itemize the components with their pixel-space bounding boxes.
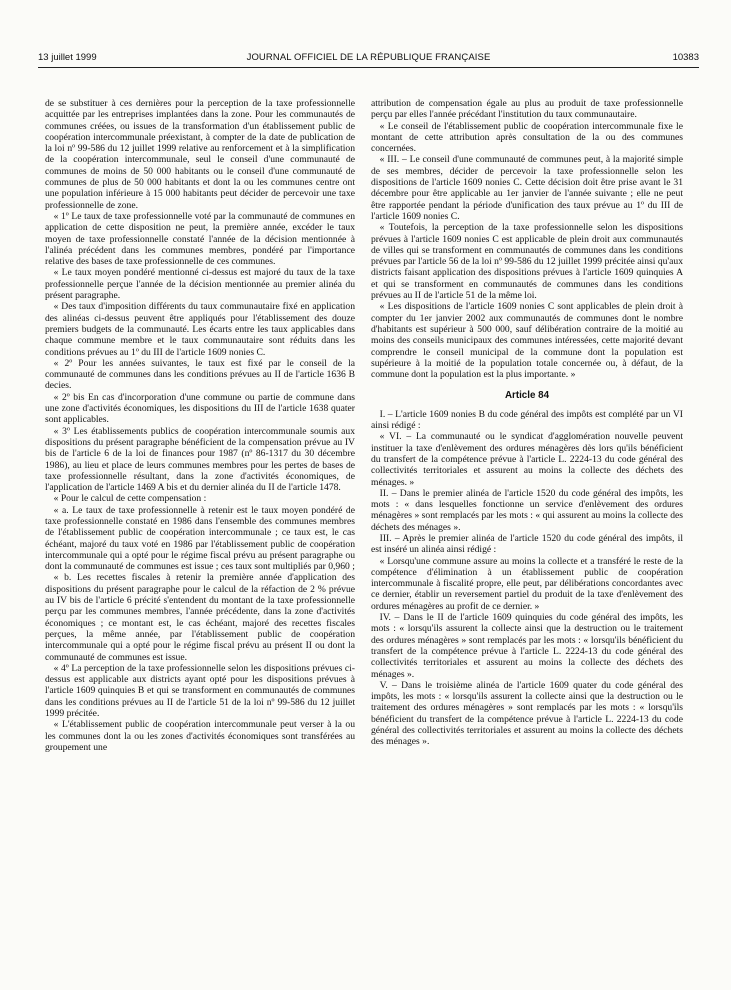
paragraph: « Toutefois, la perception de la taxe professionnelle selon les dispositions prévues à l'article 1609 nonies C est applicable de plein droit aux communautés de villes qui se transforment en communautés de communes dans les conditions prévues par l'article 56 de la loi nº 99-586 du 12 juillet 1999 précitée ainsi qu'aux districts faisant application des dispositions prévues à l'article 1609 quinquies A et qui se transforment en communautés de communes dans les conditions prévues au II de l'article 51 de la même loi. bbox=[371, 222, 683, 302]
paragraph: « b. Les recettes fiscales à retenir la première année d'application des dispositions du présent paragraphe pour le calcul de la réfaction de 2 % prévue au IV bis de l'article 6 précité s'entendent du montant de la taxe professionnelle perçu par les communes membres, l'année précédente, dans la zone d'activités économiques ; ce montant est, le cas échéant, majoré des recettes fiscales perçues, la même année, par l'établissement public de coopération intercommunale qui a opté pour le régime fiscal prévu au présent II ou dont la communauté de communes est issue. bbox=[45, 572, 355, 663]
page-number: 10383 bbox=[672, 52, 699, 63]
paragraph: V. – Dans le troisième alinéa de l'article 1609 quater du code général des impôts, les mots : « lorsqu'ils assurent la collecte ainsi que la destruction ou le traitement des ordures ménagères » sont remplacés par les mots : « lorsqu'ils bénéficient du transfert de la compétence prévue à l'article L. 2224-13 du code général des collectivités territoriales et assurent au moins la collecte des déchets des ménages ». bbox=[371, 679, 683, 748]
paragraph: « III. – Le conseil d'une communauté de communes peut, à la majorité simple de ses membres, décider de percevoir la taxe professionnelle selon les dispositions de l'article 1609 nonies C. Cette décision doit être prise avant le 31 décembre pour être applicable au 1er janvier de l'année suivante ; elle ne peut être rapportée pendant la période d'unification des taux prévue au 1º du III de l'article 1609 nonies C. bbox=[371, 154, 683, 222]
paragraph: I. – L'article 1609 nonies B du code général des impôts est complété par un VI ainsi rédigé : bbox=[371, 408, 683, 432]
paragraph: « Pour le calcul de cette compensation : bbox=[53, 493, 207, 505]
paragraph: « Le taux moyen pondéré mentionné ci-dessus est majoré du taux de la taxe professionnelle perçue l'année de la décision mentionnée au premier alinéa du présent paragraphe. bbox=[45, 267, 355, 302]
paragraph: « a. Le taux de taxe professionnelle à retenir est le taux moyen pondéré de taxe professionnelle constaté en 1986 dans l'ensemble des communes membres de l'établissement public de coopération intercommunale ; ce taux est, le cas échéant, majoré du taux voté en 1986 par l'établissement public de coopération intercommunale qui a opté pour le régime fiscal prévu au présent paragraphe ou dont la communauté de communes est issue ; ces taux sont multipliés par 0,960 ; bbox=[45, 504, 355, 573]
paragraph: II. – Dans le premier alinéa de l'article 1520 du code général des impôts, les mots : « dans lesquelles fonctionne un service d'enlèvement des ordures ménagères » sont remplacés par les mots : « qui assurent au moins la collecte des déchets des ménages ». bbox=[371, 487, 683, 533]
header-date: 13 juillet 1999 bbox=[38, 52, 97, 63]
paragraph: « 2º Pour les années suivantes, le taux est fixé par le conseil de la communauté de communes dans les conditions prévues au II de l'article 1636 B decies. bbox=[45, 357, 355, 392]
left-column bbox=[45, 98, 355, 753]
article-heading: Article 84 bbox=[504, 390, 550, 402]
paragraph: « 2º bis En cas d'incorporation d'une commune ou partie de commune dans une zone d'activités économiques, les dispositions du III de l'article 1638 quater sont applicables. bbox=[45, 391, 355, 426]
paragraph: « VI. – La communauté ou le syndicat d'agglomération nouvelle peuvent instituer la taxe d'enlèvement des ordures ménagères dès lors qu'ils bénéficient du transfert de la compétence prévue à l'article L. 2224-13 du code général des collectivités territoriales et assurent au moins la collecte des déchets des ménages. » bbox=[371, 431, 683, 488]
paragraph: de se substituer à ces dernières pour la perception de la taxe professionnelle acquittée par les entreprises implantées dans la zone. Pour les communautés de communes créées, ou issues de la transformation d'un établissement public de coopération intercommunale préexistant, à compter de la date de publication de la loi nº 99-586 du 12 juillet 1999 relative au renforcement et à la simplification de la coopération intercommunale, seul le conseil d'une communauté de communes de moins de 50 000 habitants ou le conseil d'une communauté de communes de plus de 50 000 habitants et dont la ou les communes centre ont une population inférieure à 15 000 habitants peut décider de percevoir une taxe professionnelle de zone. bbox=[45, 98, 355, 211]
paragraph: « 3º Les établissements publics de coopération intercommunale soumis aux dispositions du présent paragraphe bénéficient de la compensation prévue au IV bis de l'article 6 de la loi de finances pour 1987 (nº 86-1317 du 30 décembre 1986), au lieu et place de leurs communes membres pour les pertes de bases de taxe professionnelle résultant, dans la zone d'activités économiques, de l'application de l'article 1469 A bis et du dernier alinéa du II de l'article 1478. bbox=[45, 425, 355, 494]
paragraph: « Lorsqu'une commune assure au moins la collecte et a transféré le reste de la compétence d'élimination à un établissement public de coopération intercommunale à fiscalité propre, elle peut, par délibérations concordantes avec ce dernier, établir un reversement partiel du produit de la taxe d'enlèvement des ordures ménagères au profit de ce dernier. » bbox=[371, 555, 683, 612]
journal-title: JOURNAL OFFICIEL DE LA RÉPUBLIQUE FRANÇAISE bbox=[246, 52, 491, 63]
header-rule bbox=[38, 67, 699, 68]
paragraph: « L'établissement public de coopération intercommunale peut verser à la ou les communes dont la ou les zones d'activités économiques sont transférées au groupement une bbox=[45, 719, 355, 753]
paragraph: III. – Après le premier alinéa de l'article 1520 du code général des impôts, il est inséré un alinéa ainsi rédigé : bbox=[371, 532, 683, 556]
paragraph: « 1º Le taux de taxe professionnelle voté par la communauté de communes en application de cette disposition ne peut, la première année, excéder le taux moyen de taxe professionnelle constaté l'année de la décision mentionnée à l'alinéa précédent dans les communes membres, pondéré par l'importance relative des bases de taxe professionnelle de ces communes. bbox=[45, 210, 355, 268]
right-column bbox=[371, 98, 683, 748]
page-header bbox=[38, 52, 699, 68]
paragraph: « Les dispositions de l'article 1609 nonies C sont applicables de plein droit à compter du 1er janvier 2002 aux communautés de communes dont le nombre d'habitants est supérieur à 500 000, sauf délibération contraire de la moitié au moins des conseils municipaux des communes intéressées, cette majorité devant comprendre le conseil municipal de la commune dont la population est supérieure à la moitié de la population totale concernée ou, à défaut, de la commune dont la population est la plus importante. » bbox=[371, 301, 683, 381]
paragraph: « 4º La perception de la taxe professionnelle selon les dispositions prévues ci-dessus est applicable aux districts ayant opté pour les dispositions prévues à l'article 1609 quinquies B et qui se transforment en communautés de communes dans les conditions prévues au II de l'article 51 de la loi nº 99-586 du 12 juillet 1999 précitée. bbox=[45, 662, 355, 720]
paragraph: attribution de compensation égale au plus au produit de taxe professionnelle perçu par elles l'année précédant l'institution du taux communautaire. bbox=[371, 98, 683, 121]
paragraph: IV. – Dans le II de l'article 1609 quinquies du code général des impôts, les mots : « lorsqu'ils assurent la collecte ainsi que la destruction ou le traitement des ordures ménagères » sont remplacés par les mots : « lorsqu'ils bénéficient du transfert de la compétence prévue à l'article L. 2224-13 du code général des collectivités territoriales et assurent au moins la collecte des déchets des ménages ». bbox=[371, 612, 683, 680]
paragraph: « Le conseil de l'établissement public de coopération intercommunale fixe le montant de cette attribution après consultation de la ou des communes concernées. bbox=[371, 120, 683, 155]
paragraph: « Des taux d'imposition différents du taux communautaire fixé en application des alinéas ci-dessus peuvent être appliqués pour l'établissement des douze premiers budgets de la communauté. Les écarts entre les taux applicables dans chaque commune membre et le taux communautaire sont réduits dans les conditions prévues au 1º du III de l'article 1609 nonies C. bbox=[45, 301, 355, 358]
